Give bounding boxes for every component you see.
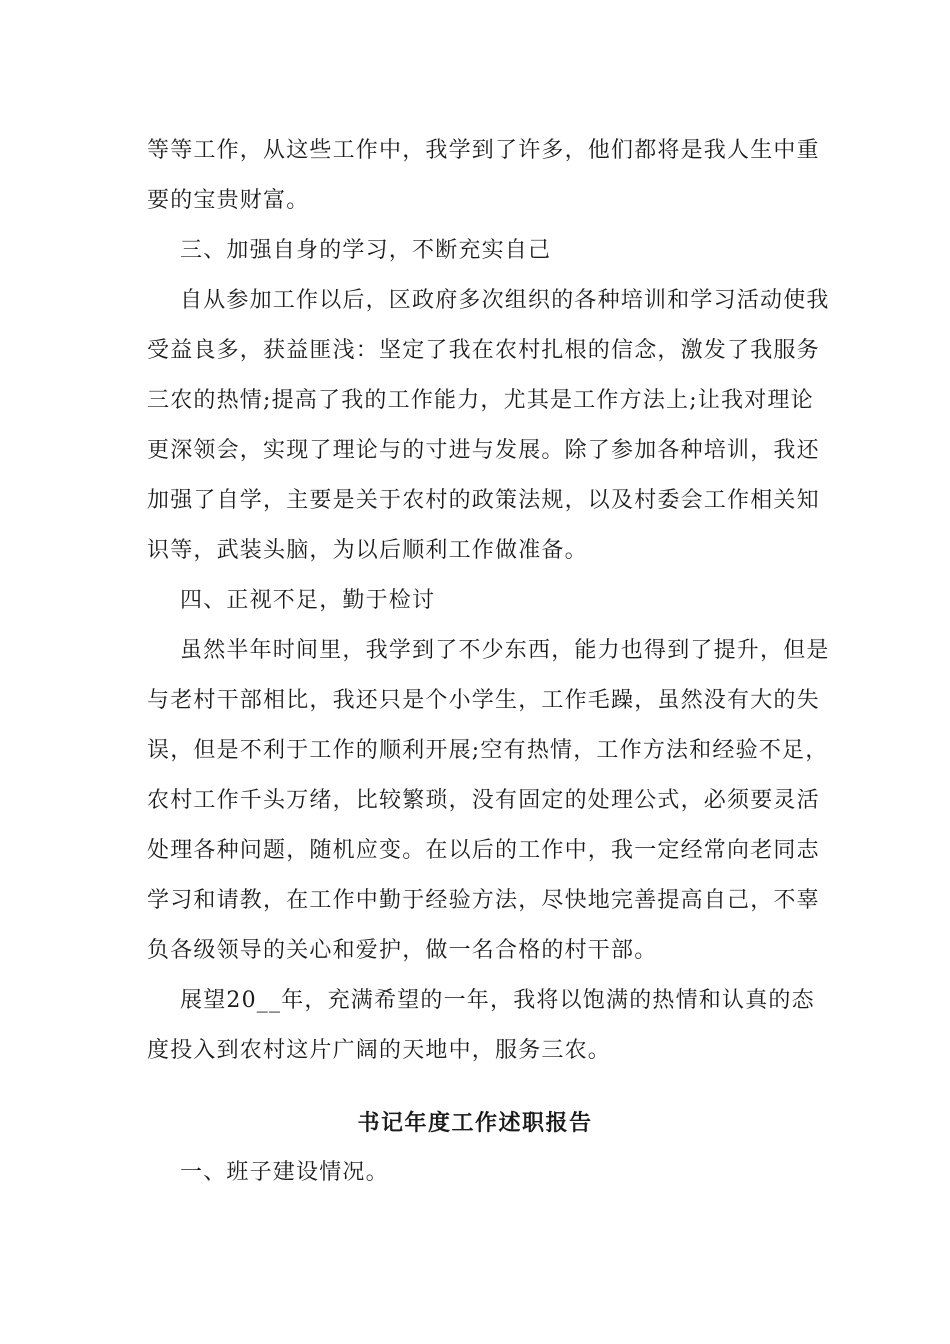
document-title: 书记年度工作述职报告 [357,1110,593,1136]
body-line: 等等工作，从这些工作中，我学到了许多，他们都将是我人生中重 [147,138,820,163]
body-line: 要的宝贵财富。 [147,188,310,213]
body-line: 虽然半年时间里，我学到了不少东西，能力也得到了提升，但是 [180,638,830,663]
section-heading: 一、班子建设情况。 [180,1160,389,1185]
body-line: 负各级领导的关心和爱护，做一名合格的村干部。 [147,938,658,963]
section-heading: 四、正视不足，勤于检讨 [180,588,436,613]
body-line: 学习和请教，在工作中勤于经验方法，尽快地完善提高自己，不辜 [147,888,820,913]
body-line: 加强了自学，主要是关于农村的政策法规，以及村委会工作相关知 [147,488,820,513]
body-line: 三农的热情;提高了我的工作能力，尤其是工作方法上;让我对理论 [147,388,814,413]
body-line: 农村工作千头万绪，比较繁琐，没有固定的处理公式，必须要灵活 [147,788,820,813]
body-line: 与老村干部相比，我还只是个小学生，工作毛躁，虽然没有大的失 [147,688,820,713]
section-heading: 三、加强自身的学习，不断充实自己 [180,238,552,263]
body-line: 受益良多，获益匪浅：坚定了我在农村扎根的信念，激发了我服务 [147,338,820,363]
body-line: 识等，武装头脑，为以后顺利工作做准备。 [147,538,588,563]
body-line: 展望20__年，充满希望的一年，我将以饱满的热情和认真的态 [180,988,815,1013]
body-line: 处理各种问题，随机应变。在以后的工作中，我一定经常向老同志 [147,838,820,863]
body-line: 度投入到农村这片广阔的天地中，服务三农。 [147,1038,612,1063]
body-line: 误，但是不利于工作的顺利开展;空有热情，工作方法和经验不足， [147,738,829,763]
body-line: 更深领会，实现了理论与的寸进与发展。除了参加各种培训，我还 [147,438,820,463]
body-line: 自从参加工作以后，区政府多次组织的各种培训和学习活动使我 [180,288,830,313]
